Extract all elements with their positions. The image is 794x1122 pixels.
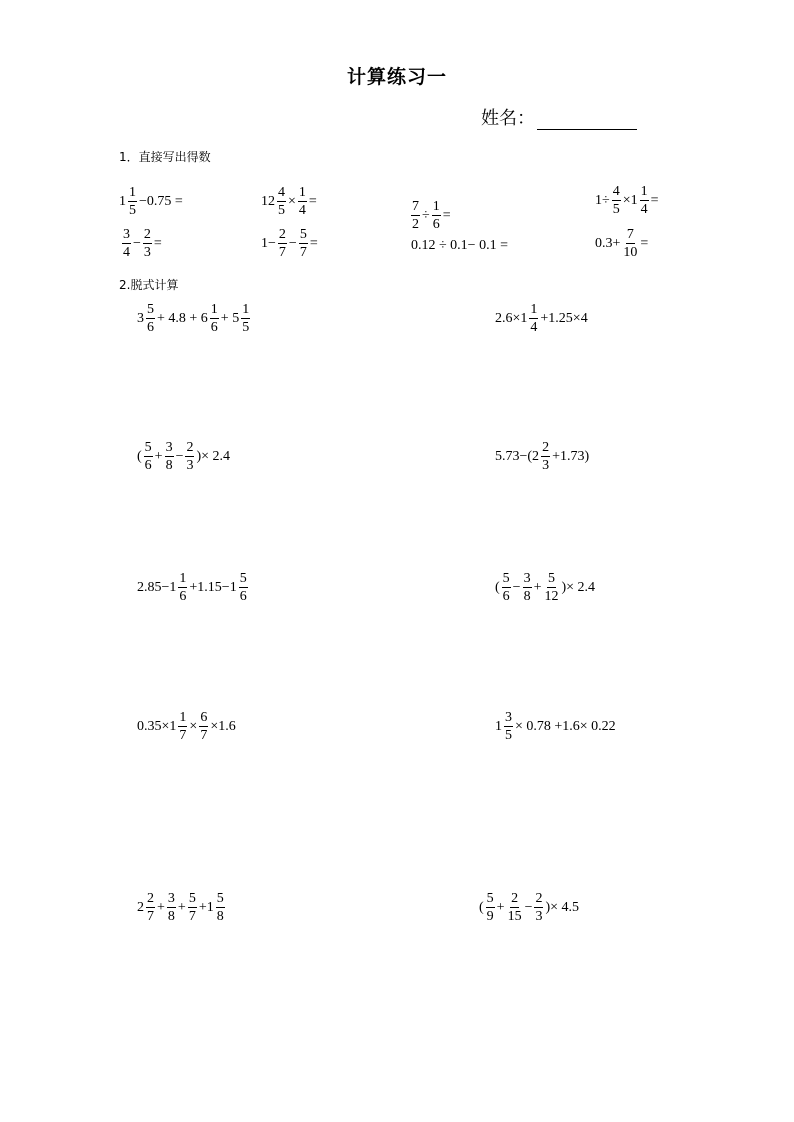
- fraction-numerator: 3: [505, 710, 512, 725]
- expr-text: 12: [261, 193, 275, 209]
- fraction: [486, 891, 495, 924]
- fraction-numerator: 5: [299, 227, 307, 242]
- expr-text: 1÷: [595, 192, 610, 208]
- fraction-numerator: 5: [547, 571, 555, 586]
- expr-text: 3: [137, 310, 144, 326]
- fraction-numerator: 2: [278, 227, 286, 242]
- expr-text: +: [177, 899, 186, 915]
- calc-problem-3: [136, 440, 231, 473]
- fraction: [298, 185, 307, 218]
- expr-text: )× 2.4: [196, 448, 231, 464]
- expr-text: 0.3+: [595, 235, 621, 251]
- fraction-numerator: 7: [412, 199, 419, 214]
- expr-text: )× 2.4: [561, 579, 596, 595]
- fraction-denominator: 2: [412, 217, 419, 232]
- expr-text: −: [512, 579, 521, 595]
- expr-text: ÷: [422, 207, 430, 223]
- fraction-denominator: 5: [278, 203, 285, 218]
- fraction: [241, 302, 250, 335]
- expr-text: 1−: [261, 235, 276, 251]
- expr-text: −: [524, 899, 533, 915]
- fraction-numerator: 5: [239, 571, 247, 586]
- section-1-heading: 1．直接写出得数: [119, 150, 211, 164]
- fraction-numerator: 3: [523, 571, 531, 586]
- fraction-denominator: 7: [188, 909, 196, 924]
- fraction-numerator: 1: [179, 571, 187, 586]
- fraction-denominator: 7: [278, 245, 286, 260]
- fraction-denominator: 6: [502, 589, 510, 604]
- fraction-numerator: 2: [542, 440, 550, 455]
- fraction: [502, 571, 511, 604]
- fraction-denominator: 8: [216, 909, 224, 924]
- fraction-numerator: 1: [640, 184, 648, 199]
- fraction-numerator: 2: [147, 891, 154, 906]
- oral-problem-8: [594, 227, 649, 260]
- fraction: [432, 199, 441, 232]
- expr-text: 0.12 ÷ 0.1− 0.1 =: [411, 238, 508, 253]
- expr-text: =: [308, 193, 317, 209]
- fraction: [216, 891, 225, 924]
- fraction-denominator: 8: [167, 909, 175, 924]
- calc-problem-10: [478, 891, 580, 924]
- fraction-numerator: 1: [242, 302, 250, 317]
- fraction: [146, 891, 155, 924]
- fraction-numerator: 4: [278, 185, 285, 200]
- fraction: [165, 440, 174, 473]
- expr-text: +1: [198, 899, 214, 915]
- fraction: [504, 710, 513, 743]
- expr-text: )× 4.5: [545, 899, 580, 915]
- fraction-denominator: 10: [623, 245, 638, 260]
- expr-text: =: [442, 207, 451, 223]
- fraction-denominator: 4: [640, 202, 648, 217]
- fraction-numerator: 5: [144, 440, 152, 455]
- expr-text: ×1.6: [210, 718, 236, 734]
- expr-text: 1: [119, 193, 126, 209]
- fraction: [612, 184, 621, 217]
- fraction-denominator: 3: [143, 245, 151, 260]
- fraction-denominator: 3: [542, 458, 550, 473]
- section-2-heading: 2.脱式计算: [119, 278, 179, 292]
- fraction-numerator: 1: [530, 302, 538, 317]
- fraction-denominator: 8: [165, 458, 173, 473]
- fraction-denominator: 7: [179, 728, 187, 743]
- expr-text: =: [640, 235, 649, 251]
- fraction: [640, 184, 649, 217]
- oral-problem-2: [260, 185, 318, 218]
- name-field: [481, 104, 637, 130]
- fraction-numerator: 2: [143, 227, 151, 242]
- fraction-denominator: 3: [535, 909, 543, 924]
- fraction-numerator: 3: [167, 891, 175, 906]
- expr-text: +1.25×4: [540, 310, 588, 326]
- fraction: [411, 199, 420, 232]
- fraction-numerator: 1: [129, 185, 136, 200]
- expr-text: ×: [288, 193, 296, 209]
- oral-problem-3: [410, 199, 452, 232]
- fraction: [178, 710, 187, 743]
- name-label: 姓名：: [481, 108, 535, 129]
- expr-text: −: [175, 448, 184, 464]
- fraction-denominator: 12: [544, 589, 559, 604]
- expr-text: 2.85−1: [137, 579, 177, 595]
- fraction-denominator: 15: [507, 909, 522, 924]
- fraction-denominator: 5: [242, 320, 250, 335]
- expr-text: −0.75 =: [139, 193, 183, 209]
- fraction: [523, 571, 532, 604]
- fraction-denominator: 6: [179, 589, 187, 604]
- expr-text: ×1: [622, 192, 638, 208]
- fraction: [210, 302, 219, 335]
- fraction-denominator: 4: [530, 320, 538, 335]
- fraction: [128, 185, 137, 218]
- fraction-denominator: 6: [432, 217, 440, 232]
- expr-text: −: [288, 235, 297, 251]
- fraction-denominator: 6: [144, 458, 152, 473]
- expr-text: + 4.8 + 6: [157, 310, 208, 326]
- fraction: [541, 440, 550, 473]
- fraction: [188, 891, 197, 924]
- expr-text: −: [133, 235, 141, 251]
- fraction: [144, 440, 153, 473]
- expr-text: =: [153, 235, 162, 251]
- expr-text: 2.6×1: [495, 310, 528, 326]
- fraction: [143, 227, 152, 260]
- expr-text: =: [650, 192, 659, 208]
- fraction-numerator: 5: [216, 891, 224, 906]
- fraction-denominator: 5: [505, 728, 512, 743]
- oral-problem-6: [260, 227, 319, 260]
- fraction-denominator: 7: [147, 909, 154, 924]
- fraction-numerator: 1: [179, 710, 187, 725]
- fraction: [529, 302, 538, 335]
- expr-text: +1.73): [552, 448, 590, 464]
- oral-problem-5: [121, 227, 163, 260]
- fraction-numerator: 5: [147, 302, 154, 317]
- fraction-denominator: 7: [200, 728, 208, 743]
- fraction-denominator: 6: [210, 320, 218, 335]
- expr-text: +1.15−1: [189, 579, 237, 595]
- fraction-numerator: 2: [535, 891, 543, 906]
- oral-problem-4: [594, 184, 660, 217]
- fraction: [178, 571, 187, 604]
- oral-problem-1: [118, 185, 184, 218]
- calc-problem-4: [494, 440, 590, 473]
- fraction-numerator: 2: [186, 440, 194, 455]
- expr-text: +: [496, 899, 505, 915]
- expr-text: +: [154, 448, 163, 464]
- fraction-denominator: 9: [486, 909, 494, 924]
- expr-text: ×: [189, 718, 198, 734]
- fraction-numerator: 5: [502, 571, 510, 586]
- fraction-numerator: 1: [210, 302, 218, 317]
- fraction-numerator: 3: [123, 227, 130, 242]
- fraction-denominator: 4: [298, 203, 306, 218]
- fraction-numerator: 1: [298, 185, 306, 200]
- fraction: [543, 571, 559, 604]
- fraction-denominator: 8: [523, 589, 531, 604]
- fraction-numerator: 5: [188, 891, 196, 906]
- calc-problem-9: [136, 891, 226, 924]
- calc-problem-2: [494, 302, 589, 335]
- fraction-numerator: 1: [432, 199, 440, 214]
- fraction: [185, 440, 194, 473]
- fraction-numerator: 6: [200, 710, 208, 725]
- calc-problem-6: [494, 571, 596, 604]
- fraction: [146, 302, 155, 335]
- fraction: [199, 710, 208, 743]
- expr-text: (: [479, 899, 484, 915]
- fraction-numerator: 2: [511, 891, 519, 906]
- fraction-numerator: 3: [165, 440, 173, 455]
- fraction-numerator: 4: [612, 184, 620, 199]
- expr-text: × 0.78 +1.6× 0.22: [515, 718, 616, 734]
- fraction-denominator: 6: [147, 320, 154, 335]
- expr-text: 2: [137, 899, 144, 915]
- expr-text: 0.35×1: [137, 718, 177, 734]
- page-title: 计算练习一: [346, 66, 447, 88]
- expr-text: (: [137, 448, 142, 464]
- fraction: [277, 185, 286, 218]
- fraction-denominator: 3: [186, 458, 194, 473]
- fraction: [507, 891, 523, 924]
- fraction-denominator: 5: [612, 202, 620, 217]
- expr-text: 5.73−(2: [495, 448, 540, 464]
- fraction-denominator: 7: [299, 245, 307, 260]
- expr-text: + 5: [220, 310, 240, 326]
- name-blank-line[interactable]: [537, 111, 637, 130]
- fraction-denominator: 5: [129, 203, 136, 218]
- fraction: [122, 227, 131, 260]
- expr-text: 1: [495, 718, 502, 734]
- fraction: [622, 227, 638, 260]
- fraction: [278, 227, 287, 260]
- fraction: [534, 891, 543, 924]
- expr-text: +: [533, 579, 542, 595]
- calc-problem-8: [494, 710, 617, 743]
- expr-text: +: [157, 899, 165, 915]
- expr-text: (: [495, 579, 500, 595]
- fraction-numerator: 5: [486, 891, 494, 906]
- fraction: [167, 891, 176, 924]
- fraction-denominator: 4: [123, 245, 130, 260]
- fraction: [299, 227, 308, 260]
- fraction: [239, 571, 248, 604]
- calc-problem-5: [136, 571, 249, 604]
- fraction-numerator: 7: [626, 227, 634, 242]
- expr-text: =: [309, 235, 318, 251]
- calc-problem-1: [136, 302, 251, 335]
- fraction-denominator: 6: [239, 589, 247, 604]
- calc-problem-7: [136, 710, 237, 743]
- oral-problem-7: [410, 239, 509, 253]
